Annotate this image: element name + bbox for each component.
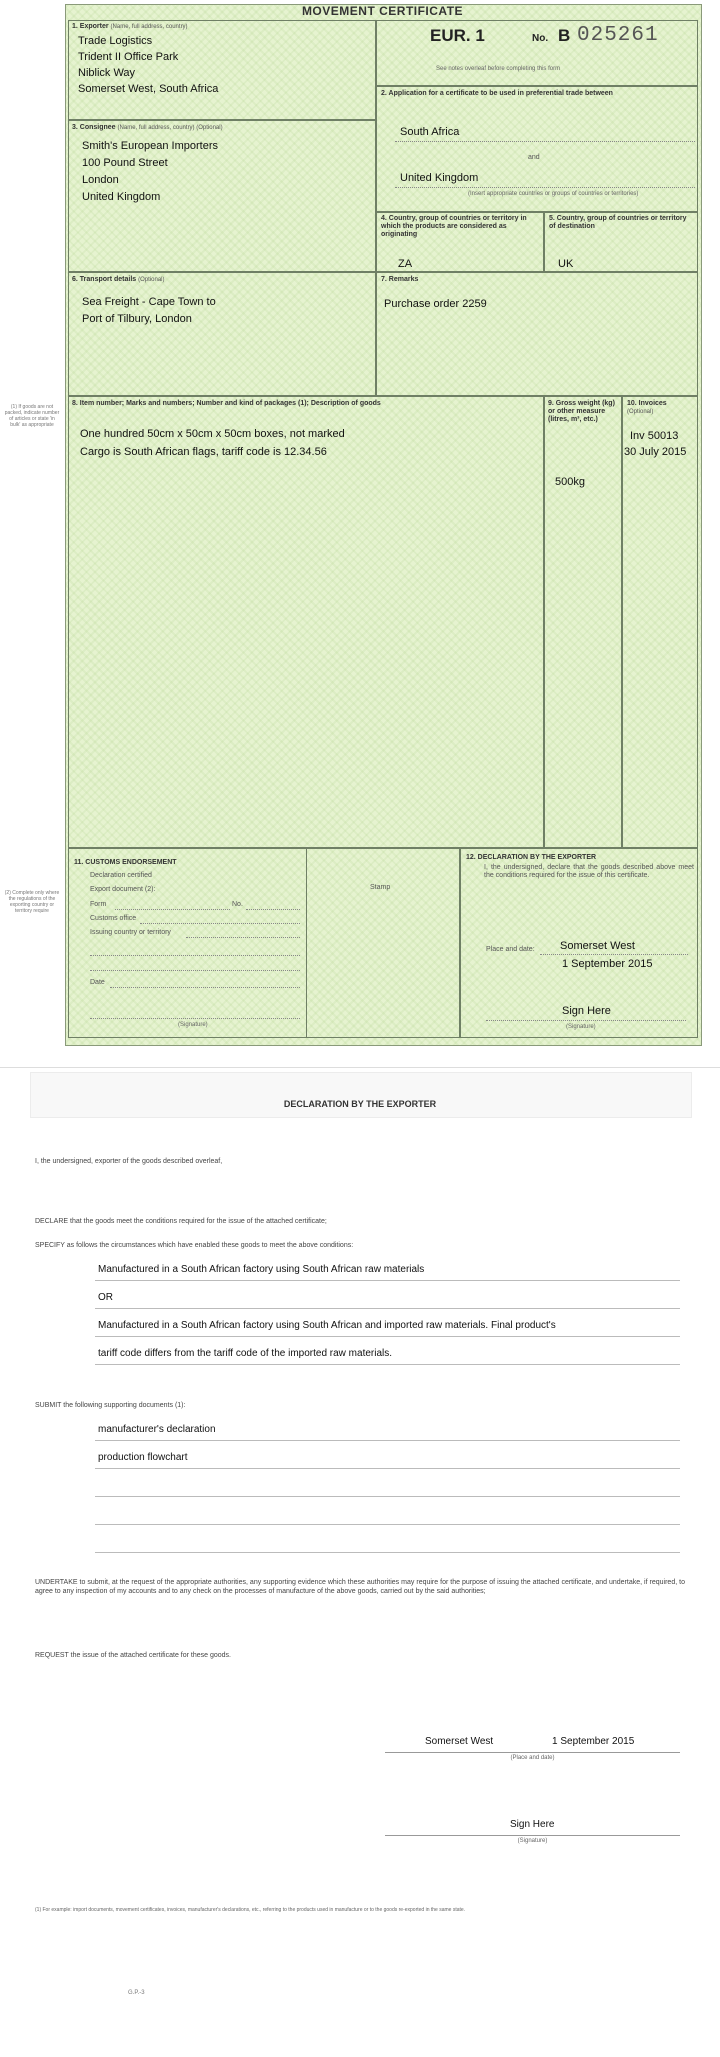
transport-label: 6. Transport details <box>72 276 137 283</box>
cert-no-label: No. <box>532 33 549 44</box>
page2-title: DECLARATION BY THE EXPORTER <box>283 1099 437 1109</box>
countries-hint: (Insert appropriate countries or groups of countries or territories) <box>468 191 639 197</box>
stamp-area <box>306 848 460 1038</box>
invoices-label: 10. Invoices <box>627 400 667 407</box>
underline <box>95 1496 680 1497</box>
exporter-line: Niblick Way <box>78 67 136 79</box>
supporting-document: production flowchart <box>98 1452 188 1463</box>
goods-label: 8. Item number; Marks and numbers; Number and kind of packages (1); Description of goods <box>72 400 381 407</box>
remarks-value: Purchase order 2259 <box>384 298 487 310</box>
underline <box>95 1336 680 1337</box>
signature-line <box>385 1835 680 1836</box>
page2-footnote: (1) For example: import documents, movement certificates, invoices, manufacturer's declarations, etc., referring to the products used in manufacture or to the goods re-exported in the same state. <box>35 1907 466 1913</box>
date-label: Date <box>90 979 105 986</box>
declaration-signature: Sign Here <box>562 1005 611 1017</box>
consignee-line: United Kingdom <box>82 191 161 203</box>
issuing-country: Issuing country or territory <box>90 929 171 936</box>
box-transport <box>68 272 376 396</box>
invoice-line: Inv 50013 <box>630 430 679 442</box>
place-date-label: Place and date: <box>486 946 535 953</box>
transport-sub: (Optional) <box>138 277 165 283</box>
origin-value: ZA <box>398 258 413 270</box>
dotted-line <box>140 923 300 924</box>
declare-text: DECLARE that the goods meet the conditions required for the issue of the attached certificate; <box>35 1218 327 1225</box>
dotted-line <box>90 970 300 971</box>
page2-place: Somerset West <box>425 1736 494 1747</box>
box-gross-weight <box>544 396 622 848</box>
dotted-line <box>90 955 300 956</box>
form-label: Form <box>90 901 107 908</box>
page2-date: 1 September 2015 <box>552 1736 635 1747</box>
customs-label: 11. CUSTOMS ENDORSEMENT <box>74 859 177 866</box>
invoices-sub: (Optional) <box>627 409 654 415</box>
undertake-text: UNDERTAKE to submit, at the request of the appropriate authorities, any supporting evidence which these authorities may require for the purpose of issuing the attached certificate, and undertake, if required, to agree to any inspection of my accounts and to any check on the processes of manufacture of the above goods, carried out by the said authorities; <box>35 1579 685 1595</box>
submit-text: SUBMIT the following supporting documents (1): <box>35 1402 186 1409</box>
undersigned-text: I, the undersigned, exporter of the goods described overleaf, <box>35 1158 223 1165</box>
specify-text: SPECIFY as follows the circumstances which have enabled these goods to meet the above conditions: <box>35 1242 354 1249</box>
underline <box>95 1468 680 1469</box>
gross-weight-label: 9. Gross weight (kg) or other measure (litres, m³, etc.) <box>548 400 615 423</box>
underline <box>95 1308 680 1309</box>
application-label: 2. Application for a certificate to be used in preferential trade between <box>381 90 613 97</box>
underline <box>95 1280 680 1281</box>
form-code: G.P.-3 <box>128 1990 145 1996</box>
underline <box>95 1552 680 1553</box>
consignee-line: Smith's European Importers <box>82 140 218 152</box>
dotted-line <box>90 1018 300 1019</box>
invoice-line: 30 July 2015 <box>624 446 687 458</box>
request-text: REQUEST the issue of the attached certificate for these goods. <box>35 1652 231 1659</box>
dotted-line <box>110 987 300 988</box>
no-label: No. <box>232 901 243 908</box>
cert-code: EUR. 1 <box>430 26 485 45</box>
cert-series: B <box>558 26 571 45</box>
declaration-place: Somerset West <box>560 940 635 952</box>
dotted-line <box>486 1020 686 1021</box>
exporter-line: Trade Logistics <box>78 35 153 47</box>
dotted-line <box>246 909 300 910</box>
circumstance-line: tariff code differs from the tariff code of the imported raw materials. <box>98 1348 393 1359</box>
remarks-label: 7. Remarks <box>381 276 419 283</box>
destination-value: UK <box>558 258 574 270</box>
place-date-line <box>385 1752 680 1753</box>
dotted-line <box>115 909 230 910</box>
dotted-line <box>540 954 688 955</box>
country-from: South Africa <box>400 126 460 138</box>
country-to: United Kingdom <box>400 172 479 184</box>
dotted-line <box>395 141 695 142</box>
exporter-sub: (Name, full address, country) <box>110 24 188 30</box>
underline <box>95 1440 680 1441</box>
page2-signature: Sign Here <box>510 1819 555 1830</box>
underline <box>95 1524 680 1525</box>
see-notes: See notes overleaf before completing this form <box>436 66 561 72</box>
stamp-label: Stamp <box>370 884 391 891</box>
underline <box>95 1364 680 1365</box>
page2-signature-label: (Signature) <box>517 1838 548 1844</box>
circumstance-line: Manufactured in a South African factory using South African raw materials <box>98 1264 425 1275</box>
page2-place-date-label: (Place and date) <box>510 1755 555 1761</box>
consignee-line: 100 Pound Street <box>82 157 168 169</box>
side-note-packages: (1) If goods are not packed, indicate number of articles or state 'in bulk' as appropriate <box>4 404 60 428</box>
supporting-document: manufacturer's declaration <box>98 1424 216 1435</box>
circumstance-line: Manufactured in a South African factory using South African and imported raw materials. Final product's <box>98 1320 556 1331</box>
transport-line: Sea Freight - Cape Town to <box>82 296 216 308</box>
show-through-strip <box>30 1072 692 1118</box>
box-invoices <box>622 396 698 848</box>
origin-label: 4. Country, group of countries or territory in which the products are considered as originating <box>381 215 527 238</box>
exporter-line: Somerset West, South Africa <box>78 83 219 95</box>
declaration-date: 1 September 2015 <box>562 958 653 970</box>
consignee-label: 3. Consignee <box>72 124 116 131</box>
exporter-declaration-label: 12. DECLARATION BY THE EXPORTER <box>466 854 597 861</box>
goods-line: One hundred 50cm x 50cm x 50cm boxes, not marked <box>80 428 345 440</box>
transport-line: Port of Tilbury, London <box>82 313 192 325</box>
exporter-line: Trident II Office Park <box>78 51 179 63</box>
goods-line: Cargo is South African flags, tariff code is 12.34.56 <box>80 446 327 458</box>
destination-label: 5. Country, group of countries or territory of destination <box>549 215 687 230</box>
gross-weight-value: 500kg <box>555 476 585 488</box>
customs-signature-label: (Signature) <box>178 1022 208 1028</box>
box-remarks <box>376 272 698 396</box>
declaration-certified: Declaration certified <box>90 872 152 879</box>
side-note-regulations: (2) Complete only where the regulations of the exporting country or territory require <box>4 890 60 914</box>
consignee-line: London <box>82 174 119 186</box>
export-document: Export document (2): <box>90 886 156 893</box>
box-goods-description <box>68 396 544 848</box>
consignee-sub: (Name, full address, country) (Optional) <box>117 125 223 131</box>
customs-office: Customs office <box>90 915 137 922</box>
declaration-signature-label: (Signature) <box>566 1024 596 1030</box>
dotted-line <box>186 937 300 938</box>
exporter-label: 1. Exporter <box>72 23 109 30</box>
cert-serial-number: 025261 <box>577 24 659 47</box>
circumstance-line: OR <box>98 1292 113 1303</box>
exporter-declaration-text: I, the undersigned, declare that the goods described above meet the conditions required for the issue of this certificate. <box>484 864 694 879</box>
dotted-line <box>395 187 695 188</box>
and-label: and <box>528 154 540 161</box>
form-title: MOVEMENT CERTIFICATE <box>301 4 464 18</box>
